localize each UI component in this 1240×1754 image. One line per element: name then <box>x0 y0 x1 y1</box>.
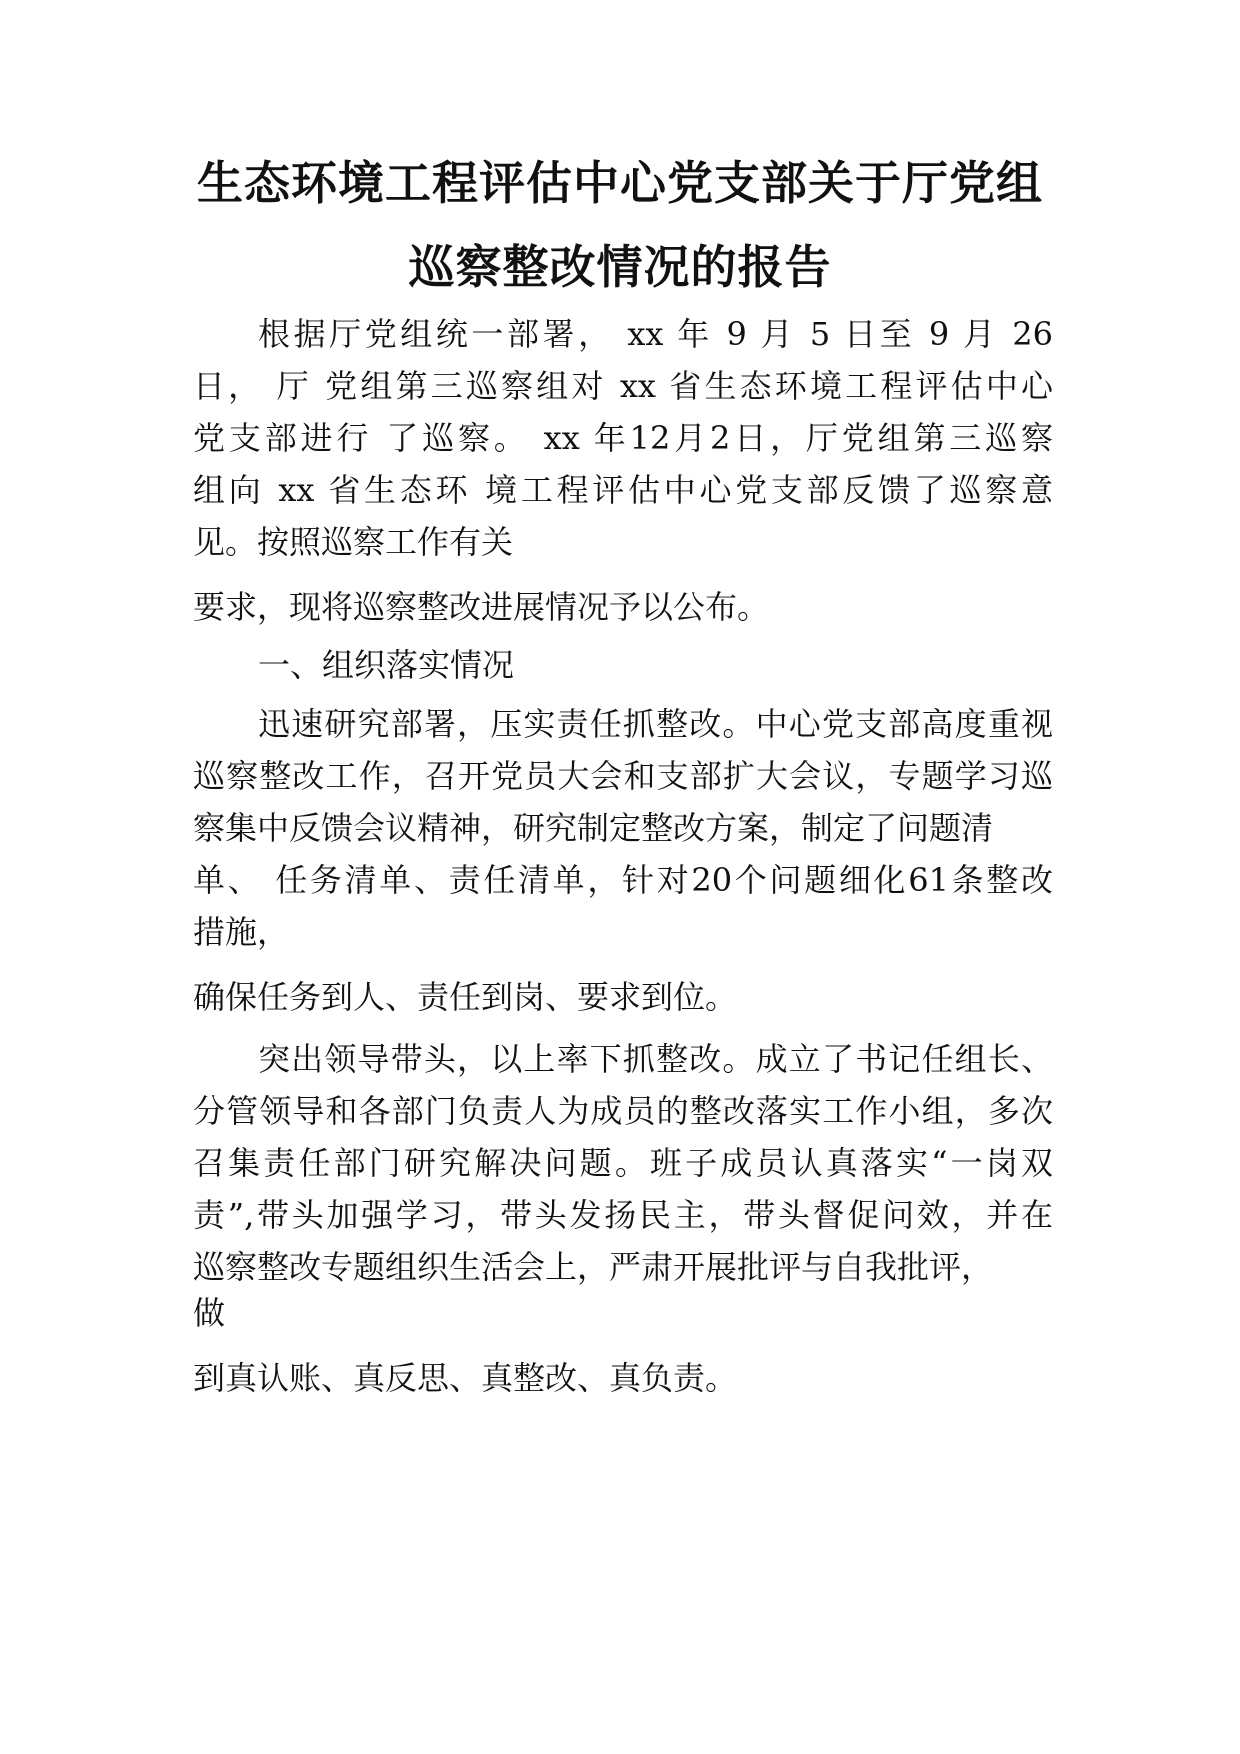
paragraph-line: 确保任务到人、责任到岗、要求到位。 <box>193 978 738 1016</box>
paragraph-line: 措施， <box>193 913 290 951</box>
paragraph-line: 分管领导和各部门负责人为成员的整改落实工作小组，多次 <box>193 1092 1053 1130</box>
paragraph-line: 见。按照巡察工作有关 <box>193 523 514 561</box>
paragraph-line: 单、 任务清单、责任清单，针对20个问题细化61条整改 <box>193 861 1053 899</box>
paragraph-line: 组向 xx 省生态环 境工程评估中心党支部反馈了巡察意 <box>193 471 1053 509</box>
paragraph-line: 迅速研究部署，压实责任抓整改。中心党支部高度重视 <box>258 705 1053 743</box>
paragraph-line: 根据厅党组统一部署， xx 年 9 月 5 日至 9 月 26 <box>258 315 1053 353</box>
paragraph-line: 召集责任部门研究解决问题。班子成员认真落实“一岗双 <box>193 1144 1053 1182</box>
paragraph-line: 日， 厅 党组第三巡察组对 xx 省生态环境工程评估中心 <box>193 367 1053 405</box>
paragraph-line: 做 <box>193 1294 226 1332</box>
paragraph-line: 突出领导带头，以上率下抓整改。成立了书记任组长、 <box>258 1040 1053 1078</box>
paragraph-line: 要求，现将巡察整改进展情况予以公布。 <box>193 588 770 626</box>
paragraph-line: 责”,带头加强学习，带头发扬民主，带头督促问效，并在 <box>193 1196 1053 1234</box>
paragraph-line: 党支部进行 了巡察。 xx 年12月2日，厅党组第三巡察 <box>193 419 1053 457</box>
document-title-line-2: 巡察整改情况的报告 <box>408 240 832 294</box>
section-heading: 一、组织落实情况 <box>258 646 515 684</box>
paragraph-line: 到真认账、真反思、真整改、真负责。 <box>193 1359 738 1397</box>
paragraph-line: 巡察整改专题组织生活会上，严肃开展批评与自我批评， <box>193 1248 994 1286</box>
paragraph-line: 巡察整改工作，召开党员大会和支部扩大会议，专题学习巡 <box>193 757 1053 795</box>
paragraph-line: 察集中反馈会议精神，研究制定整改方案，制定了问题清 <box>193 809 994 847</box>
document-title-line-1: 生态环境工程评估中心党支部关于厅党组 <box>197 156 1043 210</box>
